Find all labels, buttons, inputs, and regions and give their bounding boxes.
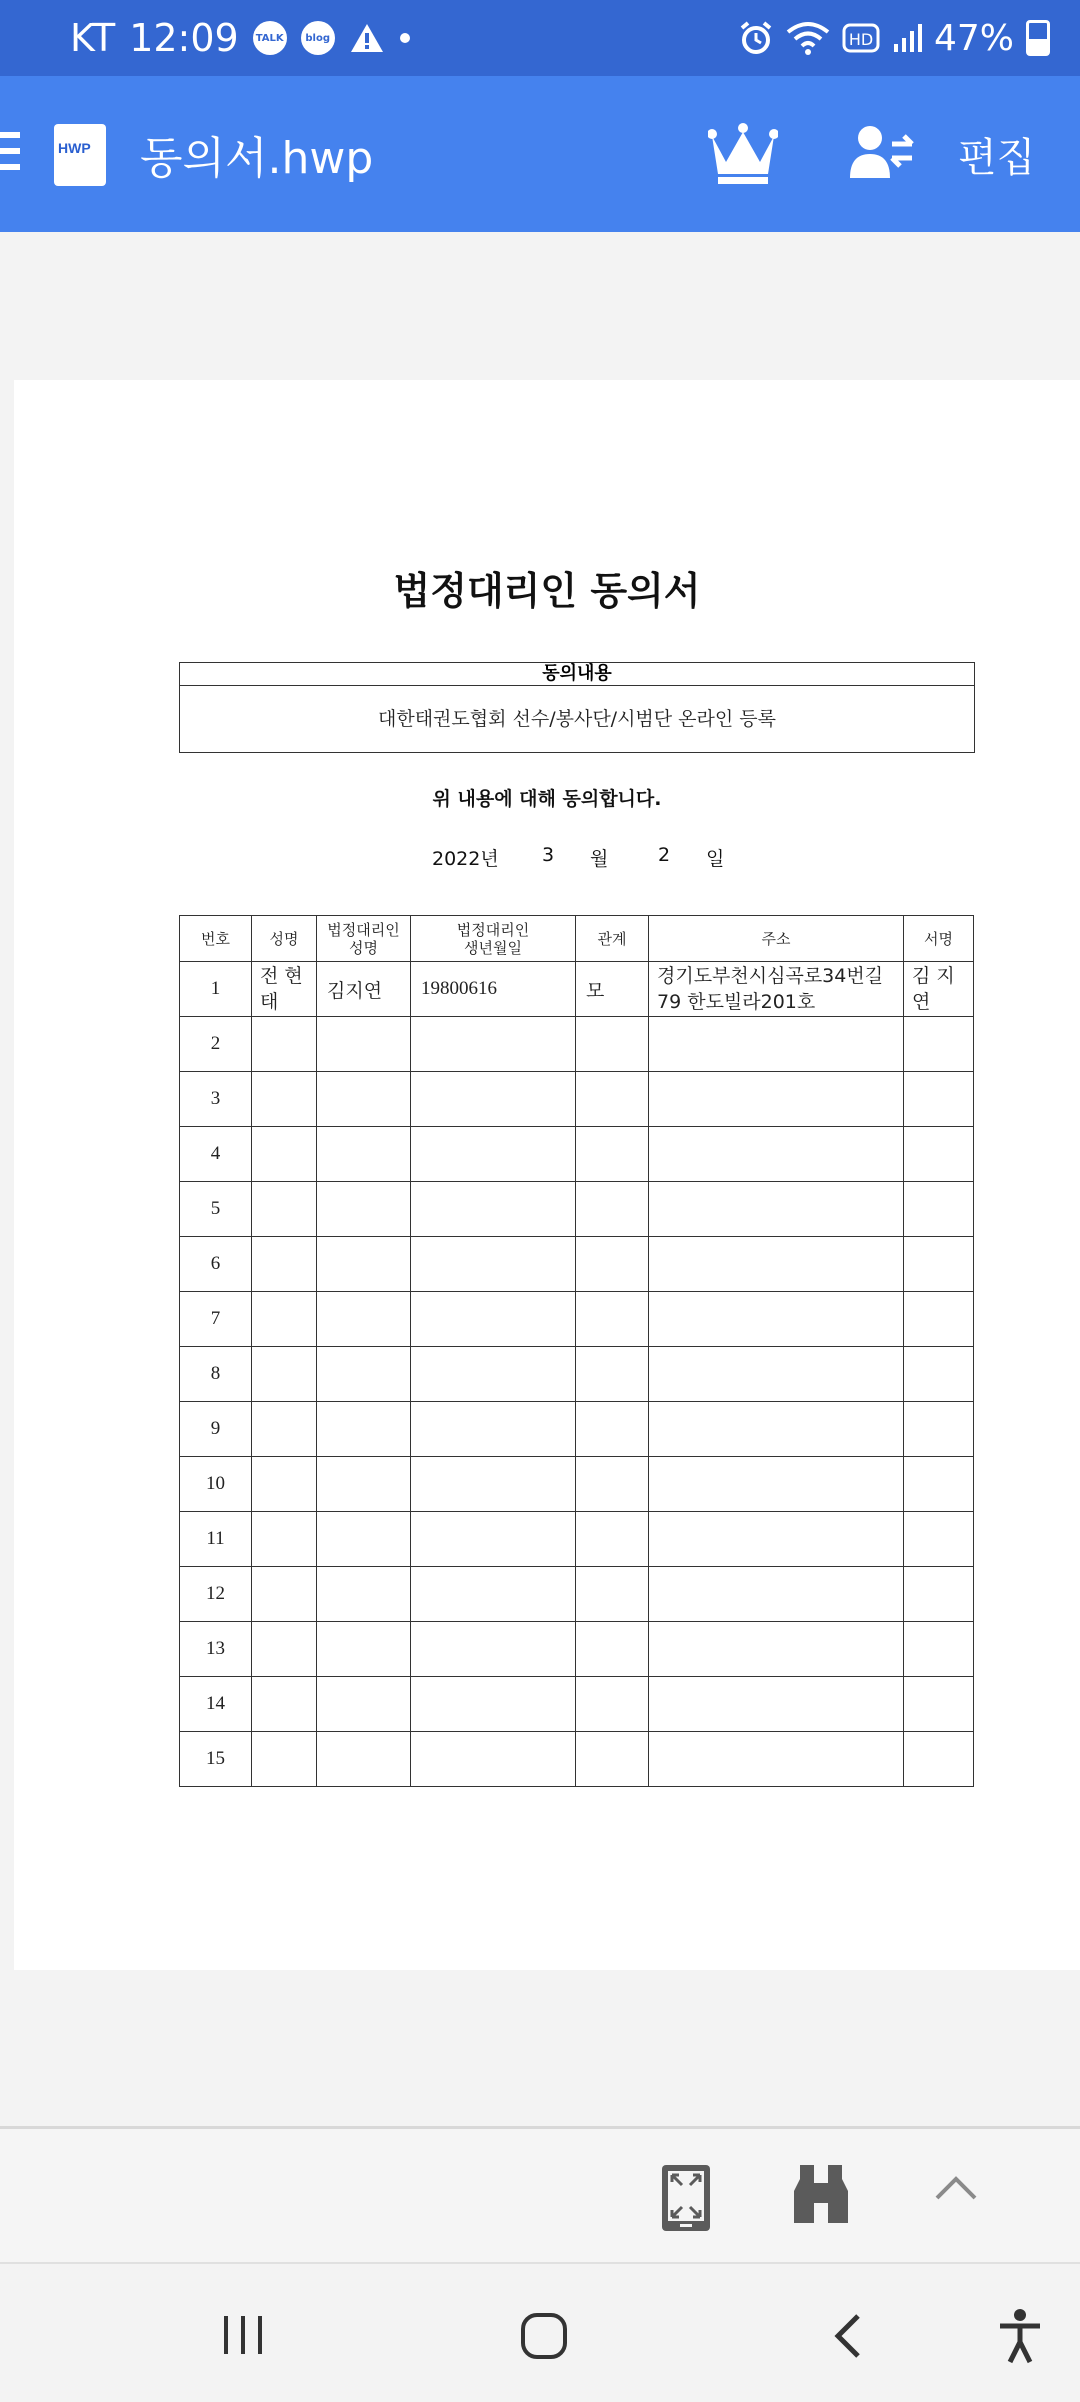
- bottom-toolbar: [0, 2126, 1080, 2265]
- table-row: [180, 1622, 974, 1677]
- table-row: [180, 1237, 974, 1292]
- table-header-row: [180, 916, 974, 962]
- alarm-icon: [738, 20, 774, 56]
- fullscreen-icon[interactable]: [660, 2163, 712, 2233]
- table-row: [180, 962, 974, 1017]
- clock: 12:09: [129, 16, 239, 60]
- table-row: [180, 1017, 974, 1072]
- row-no: 15: [180, 1732, 252, 1787]
- row-birth: 19800616: [411, 962, 576, 1017]
- crown-icon[interactable]: [708, 122, 778, 186]
- doc-heading: 법정대리인 동의서: [393, 569, 701, 613]
- header-guardian-birth: 법정대리인 생년월일: [411, 916, 576, 962]
- table-row: [180, 1512, 974, 1567]
- row-no: 1: [180, 962, 252, 1017]
- table-row: [180, 1402, 974, 1457]
- header-signature: 서명: [904, 916, 974, 962]
- wifi-icon: [786, 20, 830, 56]
- date-day: 2: [658, 844, 671, 866]
- table-row: [180, 1567, 974, 1622]
- row-no: 10: [180, 1457, 252, 1512]
- row-no: 3: [180, 1072, 252, 1127]
- date-month: 3: [542, 844, 555, 866]
- binoculars-icon[interactable]: [792, 2163, 850, 2225]
- hwp-file-icon: [54, 124, 106, 186]
- status-bar: [0, 0, 1080, 76]
- recents-icon[interactable]: [222, 2314, 264, 2356]
- row-address: 경기도부천시심곡로34번길 79 한도빌라201호: [649, 962, 904, 1017]
- date-month-label: 월: [590, 848, 609, 870]
- chevron-up-icon[interactable]: [934, 2175, 978, 2201]
- warning-icon: [349, 22, 385, 54]
- hd-icon: [842, 23, 880, 53]
- row-no: 6: [180, 1237, 252, 1292]
- status-right: [738, 0, 1050, 76]
- hamburger-icon[interactable]: [0, 132, 20, 176]
- table-row: [180, 1677, 974, 1732]
- system-nav-bar: [0, 2262, 1080, 2402]
- row-no: 2: [180, 1017, 252, 1072]
- user-switch-icon[interactable]: [848, 120, 914, 186]
- agree-text: 위 내용에 대해 동의합니다.: [432, 788, 662, 810]
- row-no: 11: [180, 1512, 252, 1567]
- row-no: 5: [180, 1182, 252, 1237]
- accessibility-icon[interactable]: [998, 2308, 1042, 2364]
- battery-icon: [1026, 20, 1050, 56]
- row-signature: 김 지 연: [904, 962, 974, 1017]
- row-no: 13: [180, 1622, 252, 1677]
- table-row: [180, 1457, 974, 1512]
- header-no: 번호: [180, 916, 252, 962]
- status-left: [70, 0, 411, 76]
- document-title: 동의서.hwp: [140, 133, 374, 184]
- date-year: 2022년: [432, 848, 499, 870]
- signal-icon: [892, 22, 922, 54]
- guardian-table: [179, 915, 974, 1787]
- date-day-label: 일: [706, 848, 725, 870]
- consent-box: [179, 662, 975, 753]
- dot-icon: [399, 32, 411, 44]
- row-no: 4: [180, 1127, 252, 1182]
- blog-notification-icon: blog: [301, 21, 335, 55]
- edit-button[interactable]: 편집: [958, 135, 1036, 181]
- row-relation: 모: [576, 962, 649, 1017]
- date-line: [432, 844, 724, 871]
- header-relation: 관계: [576, 916, 649, 962]
- document-page[interactable]: [14, 380, 1080, 1970]
- consent-body: 대한태권도협회 선수/봉사단/시범단 온라인 등록: [377, 708, 776, 730]
- battery-percent: 47%: [933, 17, 1014, 59]
- consent-header: 동의내용: [180, 663, 974, 686]
- talk-notification-icon: TALK: [253, 21, 287, 55]
- row-no: 8: [180, 1347, 252, 1402]
- table-row: [180, 1732, 974, 1787]
- row-no: 9: [180, 1402, 252, 1457]
- row-no: 14: [180, 1677, 252, 1732]
- row-no: 12: [180, 1567, 252, 1622]
- table-row: [180, 1182, 974, 1237]
- app-bar: [0, 76, 1080, 232]
- svg-text:HD: HD: [848, 30, 874, 49]
- home-icon[interactable]: [520, 2312, 568, 2360]
- row-name: 전 현 태: [252, 962, 317, 1017]
- header-address: 주소: [649, 916, 904, 962]
- header-guardian-name: 법정대리인 성명: [317, 916, 411, 962]
- row-guardian: 김지연: [317, 962, 411, 1017]
- row-no: 7: [180, 1292, 252, 1347]
- header-name: 성명: [252, 916, 317, 962]
- table-row: [180, 1292, 974, 1347]
- table-row: [180, 1127, 974, 1182]
- back-icon[interactable]: [830, 2312, 864, 2360]
- table-row: [180, 1072, 974, 1127]
- file-icon-label: HWP: [58, 140, 91, 156]
- carrier: KT: [70, 16, 116, 60]
- table-row: [180, 1347, 974, 1402]
